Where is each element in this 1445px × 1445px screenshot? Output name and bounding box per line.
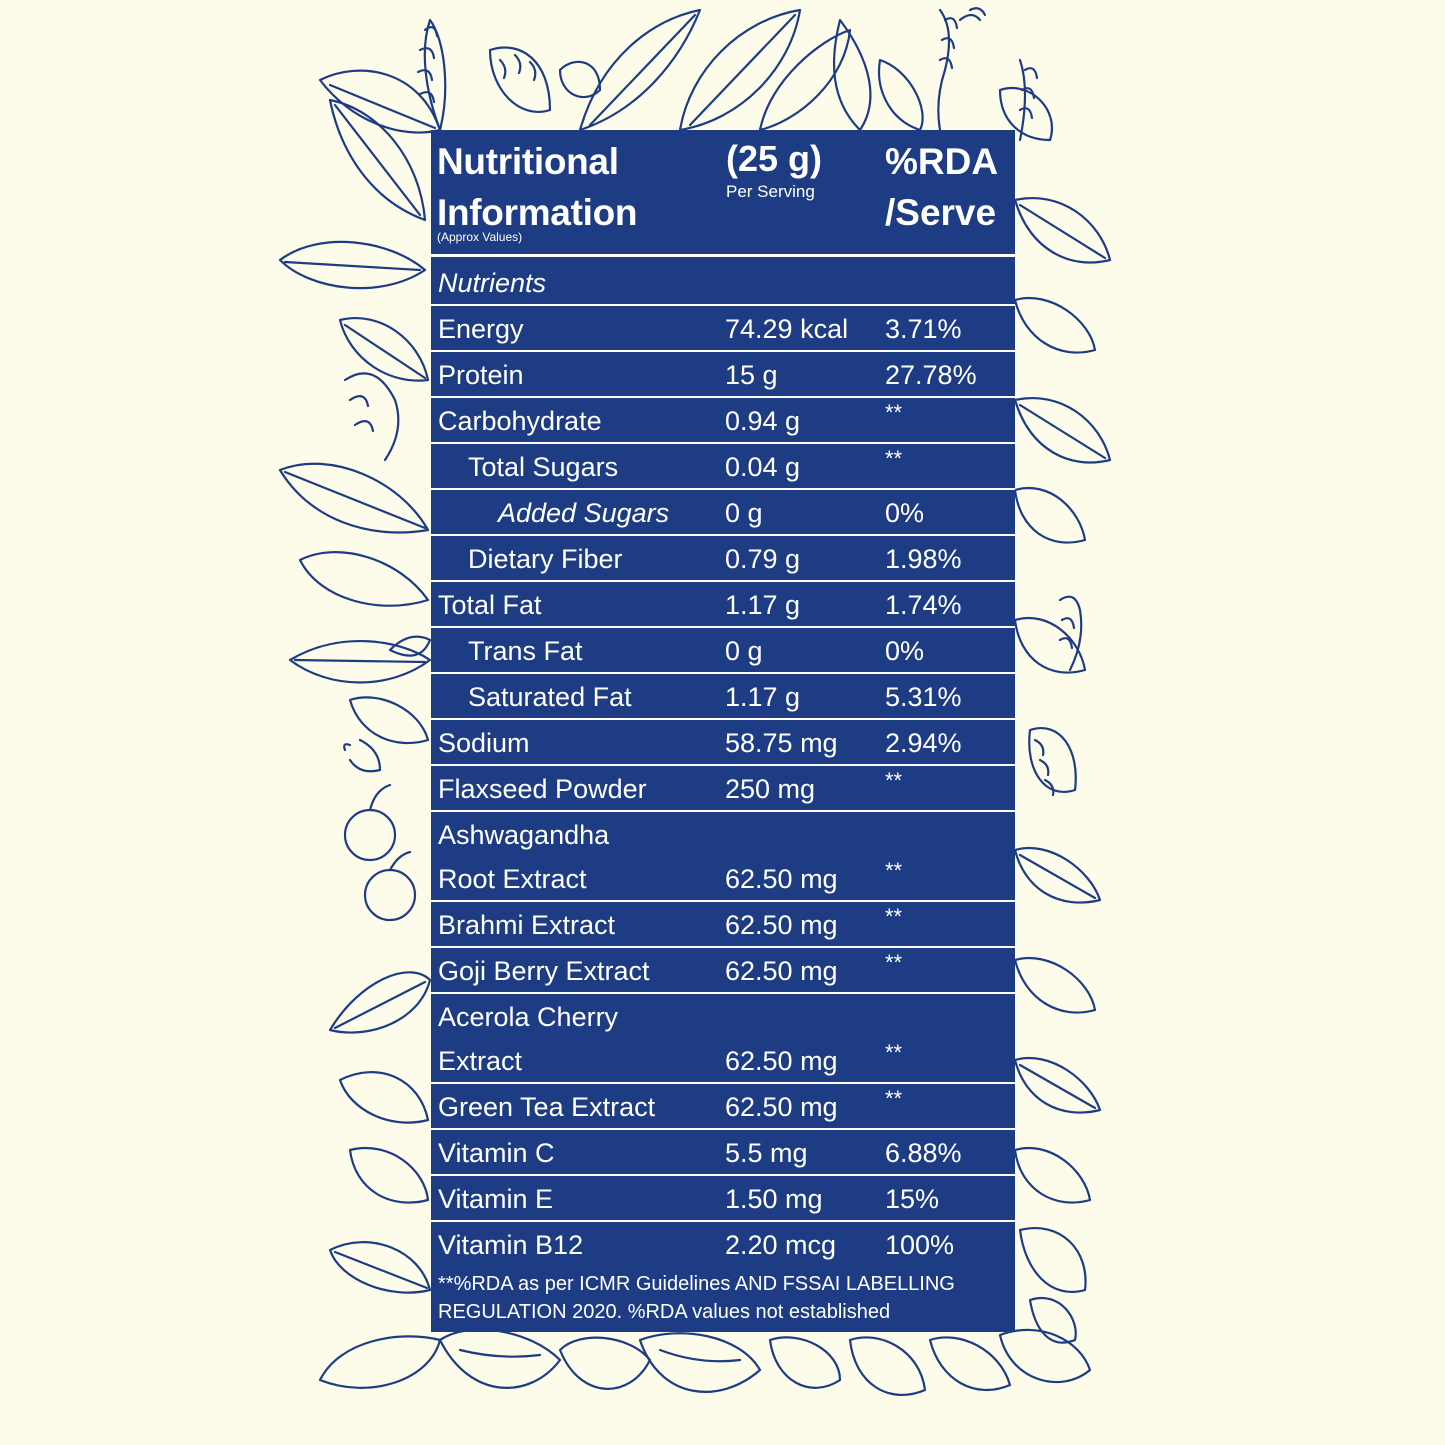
table-row [431, 812, 1015, 856]
nutrient-name: Acerola Cherry [438, 1002, 619, 1032]
nutrient-name: Added Sugars [498, 498, 670, 528]
table-row [431, 582, 1015, 628]
nutrient-amount: 62.50 mg [725, 1046, 838, 1076]
nutrient-name: Vitamin E [438, 1184, 554, 1214]
nutrient-amount: 2.20 mcg [725, 1230, 837, 1260]
nutrient-rda: 0% [885, 636, 925, 666]
nutrient-name: Protein [438, 360, 524, 390]
rda-header: %RDA /Serve [885, 141, 999, 233]
nutrient-name: Vitamin B12 [438, 1230, 584, 1260]
nutrient-table [431, 260, 1015, 1266]
table-row [431, 674, 1015, 720]
table-row [431, 720, 1015, 766]
nutrient-name: Trans Fat [468, 636, 583, 666]
nutrient-amount: 0 g [725, 636, 763, 666]
nutrient-name: Saturated Fat [468, 682, 632, 712]
nutrient-name: Extract [438, 1046, 523, 1076]
header-divider [431, 254, 1015, 257]
table-row [431, 1222, 1015, 1266]
nutrient-amount: 0 g [725, 498, 763, 528]
nutrition-panel [431, 130, 1015, 1332]
table-row [431, 490, 1015, 536]
nutrient-name: Flaxseed Powder [438, 774, 647, 804]
table-row [431, 306, 1015, 352]
nutrient-amount: 1.17 g [725, 682, 801, 712]
nutrient-amount: 74.29 kcal [725, 314, 849, 344]
table-row [431, 1038, 1015, 1084]
table-row [431, 856, 1015, 902]
nutrient-amount: 0.79 g [725, 544, 801, 574]
nutrient-name: Total Fat [438, 590, 542, 620]
nutrient-name: Ashwagandha [438, 820, 610, 850]
table-row [431, 260, 1015, 306]
nutrient-rda: 3.71% [885, 314, 962, 344]
table-row [431, 628, 1015, 674]
nutrient-rda: ** [885, 858, 903, 883]
table-row [431, 1084, 1015, 1130]
nutrient-amount: 58.75 mg [725, 728, 838, 758]
nutrient-rda: 1.98% [885, 544, 962, 574]
table-row [431, 398, 1015, 444]
nutrient-name: Goji Berry Extract [438, 956, 650, 986]
table-row [431, 536, 1015, 582]
nutrient-name: Nutrients [438, 268, 547, 298]
nutrient-name: Green Tea Extract [438, 1092, 656, 1122]
nutrient-rda: ** [885, 904, 903, 929]
nutrient-rda: 2.94% [885, 728, 962, 758]
nutrient-name: Carbohydrate [438, 406, 602, 436]
nutrient-name: Vitamin C [438, 1138, 555, 1168]
nutrient-rda: 15% [885, 1184, 940, 1214]
nutrient-name: Root Extract [438, 864, 587, 894]
nutrient-rda: 100% [885, 1230, 955, 1260]
nutrient-amount: 1.17 g [725, 590, 801, 620]
nutrient-rda: 0% [885, 498, 925, 528]
nutrient-rda: ** [885, 400, 903, 425]
nutrient-rda: 5.31% [885, 682, 962, 712]
nutrient-rda: 27.78% [885, 360, 977, 390]
serving-label: Per Serving [726, 182, 815, 201]
nutrient-amount: 1.50 mg [725, 1184, 823, 1214]
serving-size: (25 g) [726, 138, 823, 179]
table-row [431, 1130, 1015, 1176]
nutrient-rda: ** [885, 950, 903, 975]
nutrient-name: Sodium [438, 728, 530, 758]
table-row [431, 444, 1015, 490]
panel-header [431, 130, 1015, 254]
nutrient-amount: 0.04 g [725, 452, 801, 482]
nutrient-amount: 250 mg [725, 774, 816, 804]
nutrient-rda: ** [885, 768, 903, 793]
nutrient-amount: 62.50 mg [725, 956, 838, 986]
approx-values-note: (Approx Values) [437, 230, 523, 244]
nutrient-name: Brahmi Extract [438, 910, 616, 940]
footnote: **%RDA as per ICMR Guidelines AND FSSAI LABELLING REGULATION 2020. %RDA values not established [438, 1273, 955, 1323]
nutrient-rda: ** [885, 1086, 903, 1111]
table-row [431, 902, 1015, 948]
nutrient-rda: ** [885, 1040, 903, 1065]
table-row [431, 766, 1015, 812]
table-row [431, 1176, 1015, 1222]
panel-title: Nutritional Information [437, 141, 638, 233]
nutrient-rda: ** [885, 446, 903, 471]
nutrient-amount: 62.50 mg [725, 1092, 838, 1122]
table-row [431, 948, 1015, 994]
nutrient-rda: 6.88% [885, 1138, 962, 1168]
nutrient-name: Energy [438, 314, 524, 344]
nutrient-amount: 0.94 g [725, 406, 801, 436]
nutrient-name: Dietary Fiber [468, 544, 623, 574]
nutrient-amount: 15 g [725, 360, 778, 390]
nutrient-name: Total Sugars [468, 452, 619, 482]
nutrient-rda: 1.74% [885, 590, 962, 620]
nutrient-amount: 5.5 mg [725, 1138, 808, 1168]
nutrient-amount: 62.50 mg [725, 864, 838, 894]
table-row [431, 994, 1015, 1038]
table-row [431, 352, 1015, 398]
nutrient-amount: 62.50 mg [725, 910, 838, 940]
